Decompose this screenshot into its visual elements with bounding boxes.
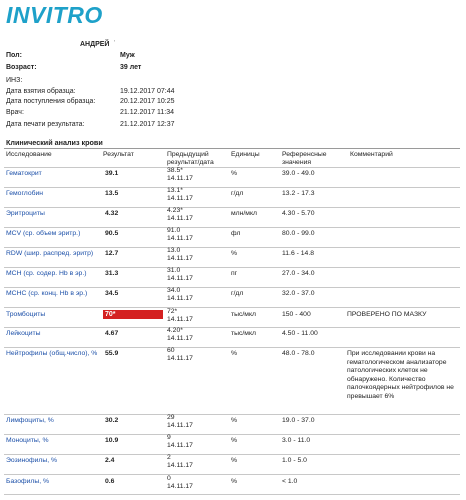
reference-range: 1.0 - 5.0 xyxy=(282,457,307,464)
units: % xyxy=(231,437,238,444)
test-name: Лейкоциты xyxy=(6,330,41,337)
test-name: RDW (шир. распред. эритр) xyxy=(6,250,94,257)
reference-range: 150 - 400 xyxy=(282,311,311,318)
comment: При исследовании крови на гематологическом анализаторе патологических клеток не обнаружено. Количество палочкоядерных нейтрофилов не превышает 6% xyxy=(347,350,454,400)
reference-range: 19.0 - 37.0 xyxy=(282,417,315,424)
test-result: 90.5 xyxy=(105,230,119,237)
section-title: Клинический анализ крови xyxy=(6,138,103,147)
test-result: 31.3 xyxy=(105,270,119,277)
units: г/дл xyxy=(231,290,244,297)
units: тыс/мкл xyxy=(231,311,256,318)
prev-date: 14.11.17 xyxy=(167,295,193,302)
row-divider xyxy=(4,327,460,328)
units: г/дл xyxy=(231,190,244,197)
row-divider xyxy=(4,414,460,415)
prev-result: 4.23* xyxy=(167,207,183,214)
prev-result: 13.0 xyxy=(167,247,181,254)
comment: ПРОВЕРЕНО ПО МАЗКУ xyxy=(347,311,427,318)
reference-range: 39.0 - 49.0 xyxy=(282,170,315,177)
row-divider xyxy=(4,494,460,495)
test-result: 0.6 xyxy=(105,478,115,485)
units: % xyxy=(231,250,238,257)
row-divider xyxy=(4,347,460,348)
reference-range: 32.0 - 37.0 xyxy=(282,290,315,297)
units: тыс/мкл xyxy=(231,330,256,337)
units: % xyxy=(231,457,238,464)
patient-field-value: 39 лет xyxy=(120,64,142,71)
prev-result: 91.0 xyxy=(167,227,181,234)
test-name: MCHC (ср. конц. Hb в эр.) xyxy=(6,290,88,297)
test-name: Гематокрит xyxy=(6,170,42,177)
row-divider xyxy=(4,247,460,248)
prev-date: 14.11.17 xyxy=(167,316,193,323)
prev-date: 14.11.17 xyxy=(167,442,193,449)
patient-field-label: Дата взятия образца: xyxy=(6,88,76,95)
reference-range: 13.2 - 17.3 xyxy=(282,190,315,197)
prev-result: 2 xyxy=(167,454,171,461)
reference-range: 11.6 - 14.8 xyxy=(282,250,314,257)
col-header-test: Исследование xyxy=(6,151,52,158)
reference-range: 4.30 - 5.70 xyxy=(282,210,315,217)
test-result: 34.5 xyxy=(105,290,119,297)
test-name: Моноциты, % xyxy=(6,437,49,444)
prev-date: 14.11.17 xyxy=(167,483,193,490)
reference-range: 27.0 - 34.0 xyxy=(282,270,315,277)
prev-result: 31.0 xyxy=(167,267,181,274)
row-divider xyxy=(4,227,460,228)
prev-result: 13.1* xyxy=(167,187,183,194)
test-name: Лимфоциты, % xyxy=(6,417,54,424)
patient-field-value: 19.12.2017 07:44 xyxy=(120,88,175,95)
patient-field-label: ИНЗ: xyxy=(6,77,23,84)
patient-field-value: 21.12.2017 12:37 xyxy=(120,121,175,128)
reference-range: < 1.0 xyxy=(282,478,298,485)
units: пг xyxy=(231,270,238,277)
prev-date: 14.11.17 xyxy=(167,235,193,242)
header-divider-top xyxy=(4,148,460,149)
row-divider xyxy=(4,287,460,288)
patient-field-label: Дата поступления образца: xyxy=(6,98,96,105)
prev-result: 4.20* xyxy=(167,327,183,334)
test-name: MCV (ср. объем эритр.) xyxy=(6,230,81,237)
row-divider xyxy=(4,474,460,475)
invitro-logo: INVITRO xyxy=(6,2,103,28)
patient-name: АНДРЕЙ xyxy=(80,41,110,48)
patient-field-label: Врач: xyxy=(6,109,24,116)
patient-field-label: Дата печати результата: xyxy=(6,121,85,128)
prev-date: 14.11.17 xyxy=(167,462,193,469)
test-result: 4.32 xyxy=(105,210,119,217)
prev-date: 14.11.17 xyxy=(167,275,193,282)
prev-result: 38.5* xyxy=(167,167,183,174)
prev-date: 14.11.17 xyxy=(167,195,193,202)
patient-field-value: 21.12.2017 11:34 xyxy=(120,109,174,116)
prev-result: 72* xyxy=(167,308,178,315)
test-result: 70* xyxy=(105,311,116,318)
test-result: 55.9 xyxy=(105,350,119,357)
test-result: 12.7 xyxy=(105,250,119,257)
test-result: 30.2 xyxy=(105,417,119,424)
row-divider xyxy=(4,307,460,308)
prev-date: 14.11.17 xyxy=(167,355,193,362)
reference-range: 80.0 - 99.0 xyxy=(282,230,315,237)
prev-result: 9 xyxy=(167,434,171,441)
test-name: Нейтрофилы (общ.число), % xyxy=(6,350,98,357)
units: млн/мкл xyxy=(231,210,257,217)
reference-range: 48.0 - 78.0 xyxy=(282,350,315,357)
col-header-result: Результат xyxy=(103,151,134,158)
prev-result: 29 xyxy=(167,414,175,421)
patient-field-label: Пол: xyxy=(6,52,22,59)
patient-name-mark: ' xyxy=(114,40,116,47)
test-name: Эозинофилы, % xyxy=(6,457,58,464)
test-name: Эритроциты xyxy=(6,210,45,217)
units: % xyxy=(231,350,238,357)
test-result: 2.4 xyxy=(105,457,115,464)
test-result: 39.1 xyxy=(105,170,119,177)
test-name: Тромбоциты xyxy=(6,311,46,318)
test-result: 10.9 xyxy=(105,437,119,444)
patient-field-value: 20.12.2017 10:25 xyxy=(120,98,175,105)
prev-date: 14.11.17 xyxy=(167,215,193,222)
result-flag-high xyxy=(103,310,163,319)
prev-result: 34.0 xyxy=(167,287,181,294)
reference-range: 4.50 - 11.00 xyxy=(282,330,318,337)
test-name: MCH (ср. содер. Hb в эр.) xyxy=(6,270,87,277)
test-name: Гемоглобин xyxy=(6,190,44,197)
prev-date: 14.11.17 xyxy=(167,422,193,429)
row-divider xyxy=(4,167,460,168)
patient-field-label: Возраст: xyxy=(6,64,37,71)
col-header-prev: Предыдущий результат/дата xyxy=(167,151,214,166)
row-divider xyxy=(4,434,460,435)
col-header-ref: Референсные значения xyxy=(282,151,327,166)
col-header-comment: Комментарий xyxy=(350,151,393,158)
row-divider xyxy=(4,187,460,188)
row-divider xyxy=(4,267,460,268)
test-result: 13.5 xyxy=(105,190,119,197)
prev-date: 14.11.17 xyxy=(167,335,193,342)
units: фл xyxy=(231,230,241,237)
col-header-units: Единицы xyxy=(231,151,260,158)
prev-result: 60 xyxy=(167,347,175,354)
prev-date: 14.11.17 xyxy=(167,175,193,182)
units: % xyxy=(231,170,238,177)
prev-date: 14.11.17 xyxy=(167,255,193,262)
patient-field-value: Муж xyxy=(120,52,135,59)
units: % xyxy=(231,417,238,424)
row-divider xyxy=(4,207,460,208)
test-result: 4.67 xyxy=(105,330,119,337)
row-divider xyxy=(4,454,460,455)
units: % xyxy=(231,478,238,485)
test-name: Базофилы, % xyxy=(6,478,50,485)
reference-range: 3.0 - 11.0 xyxy=(282,437,311,444)
prev-result: 0 xyxy=(167,475,171,482)
